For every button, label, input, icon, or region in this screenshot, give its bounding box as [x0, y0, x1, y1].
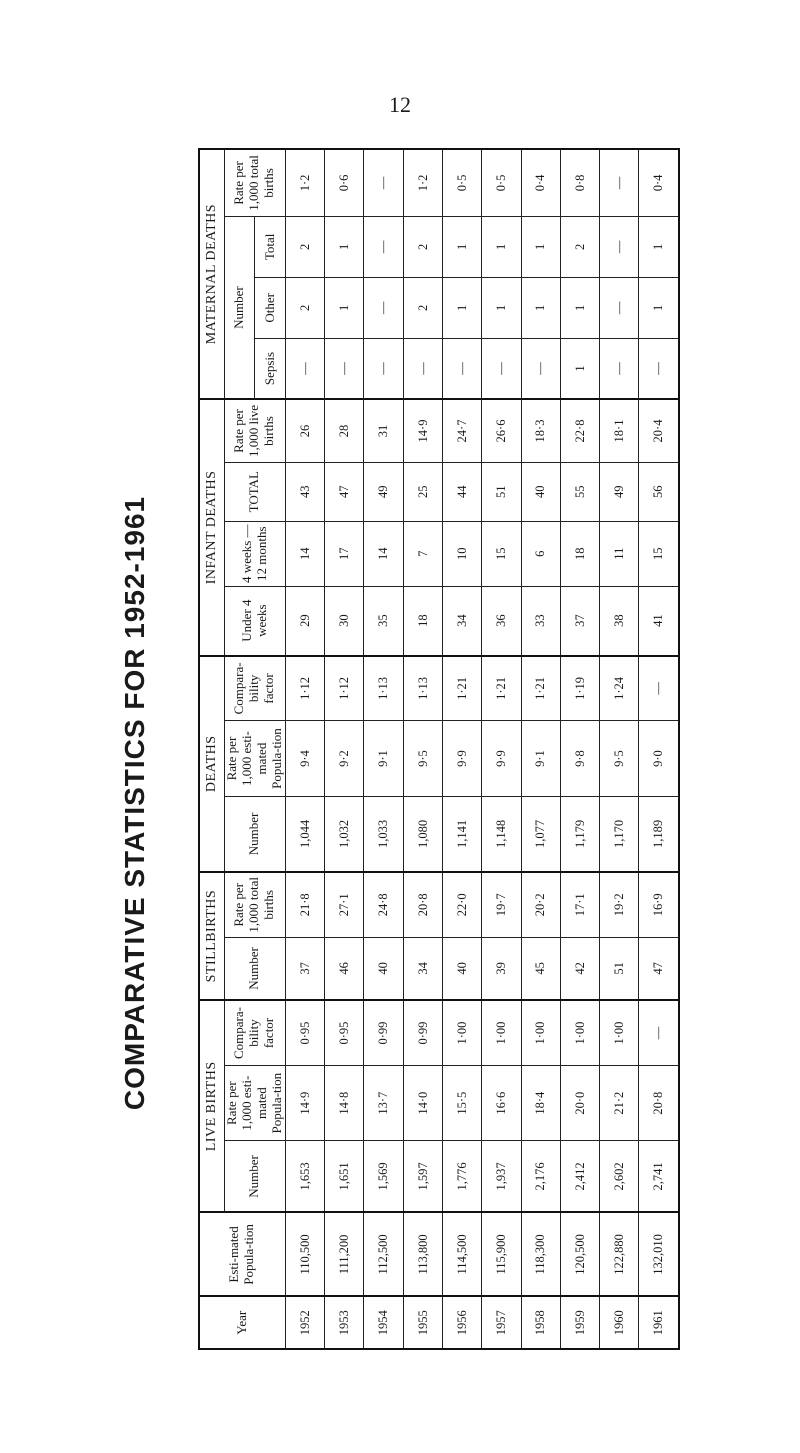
table-row [403, 149, 442, 1349]
cell-infant-under-4-weeks: 41 [639, 586, 679, 655]
cell-infant-under-4-weeks: 38 [600, 586, 639, 655]
cell-year: 1954 [364, 1296, 403, 1349]
cell-stillbirths-number: 37 [285, 937, 324, 1000]
header-estimated-population: Esti-mated Popula-tion [199, 1212, 285, 1296]
cell-infant-4-weeks-12-months: 7 [403, 521, 442, 586]
header-stillbirths: STILLBIRTHS [199, 872, 225, 1000]
cell-maternal-total: 2 [285, 216, 324, 277]
cell-infant-total: 43 [285, 462, 324, 521]
cell-stillbirths-number: 42 [560, 937, 599, 1000]
header-deaths-number: Number [225, 796, 286, 872]
cell-live-births-comparability: 0·99 [364, 1000, 403, 1065]
header-deaths-comparability: Compara-bility factor [225, 656, 286, 721]
cell-infant-total: 49 [600, 462, 639, 521]
cell-live-births-comparability: 1·00 [442, 1000, 481, 1065]
cell-stillbirths-number: 47 [639, 937, 679, 1000]
cell-maternal-sepsis: 1 [560, 338, 599, 399]
cell-stillbirths-number: 39 [482, 937, 521, 1000]
cell-live-births-comparability: 1·00 [521, 1000, 560, 1065]
cell-live-births-rate: 20·8 [639, 1065, 679, 1141]
cell-maternal-sepsis: — [325, 338, 364, 399]
cell-deaths-number: 1,080 [403, 796, 442, 872]
cell-stillbirths-rate: 19·2 [600, 872, 639, 937]
cell-estimated-population: 110,500 [285, 1212, 324, 1296]
cell-deaths-number: 1,170 [600, 796, 639, 872]
cell-estimated-population: 111,200 [325, 1212, 364, 1296]
cell-maternal-sepsis: — [442, 338, 481, 399]
cell-deaths-comparability: 1·12 [325, 656, 364, 721]
cell-maternal-other: 1 [639, 277, 679, 338]
header-maternal-other: Other [255, 277, 285, 338]
header-infant-4-weeks-12-months: 4 weeks —12 months [225, 521, 286, 586]
cell-live-births-rate: 14·9 [285, 1065, 324, 1141]
cell-deaths-number: 1,077 [521, 796, 560, 872]
cell-deaths-rate: 9·5 [600, 721, 639, 797]
cell-maternal-sepsis: — [285, 338, 324, 399]
cell-stillbirths-rate: 20·8 [403, 872, 442, 937]
cell-estimated-population: 122,880 [600, 1212, 639, 1296]
cell-year: 1955 [403, 1296, 442, 1349]
cell-deaths-comparability: — [639, 656, 679, 721]
header-maternal-total: Total [255, 216, 285, 277]
cell-infant-4-weeks-12-months: 17 [325, 521, 364, 586]
cell-maternal-total: 1 [521, 216, 560, 277]
cell-deaths-rate: 9·2 [325, 721, 364, 797]
cell-deaths-rate: 9·4 [285, 721, 324, 797]
cell-deaths-rate: 9·1 [521, 721, 560, 797]
cell-stillbirths-rate: 22·0 [442, 872, 481, 937]
cell-live-births-comparability: 1·00 [560, 1000, 599, 1065]
cell-live-births-number: 1,937 [482, 1141, 521, 1212]
cell-live-births-number: 2,412 [560, 1141, 599, 1212]
cell-maternal-rate: 0·4 [639, 149, 679, 216]
cell-maternal-total: 1 [639, 216, 679, 277]
cell-deaths-comparability: 1·21 [482, 656, 521, 721]
cell-live-births-rate: 14·8 [325, 1065, 364, 1141]
cell-stillbirths-number: 45 [521, 937, 560, 1000]
cell-live-births-comparability: 0·99 [403, 1000, 442, 1065]
cell-deaths-rate: 9·1 [364, 721, 403, 797]
header-maternal-deaths: MATERNAL DEATHS [199, 149, 225, 399]
cell-deaths-comparability: 1·19 [560, 656, 599, 721]
table-row [639, 149, 679, 1349]
cell-live-births-comparability: — [639, 1000, 679, 1065]
cell-infant-rate: 18·1 [600, 399, 639, 462]
cell-infant-total: 56 [639, 462, 679, 521]
cell-stillbirths-rate: 21·8 [285, 872, 324, 937]
cell-live-births-number: 1,651 [325, 1141, 364, 1212]
cell-live-births-number: 2,741 [639, 1141, 679, 1212]
cell-year: 1952 [285, 1296, 324, 1349]
header-infant-deaths: INFANT DEATHS [199, 399, 225, 655]
cell-live-births-number: 1,597 [403, 1141, 442, 1212]
cell-deaths-comparability: 1·13 [364, 656, 403, 721]
cell-infant-under-4-weeks: 33 [521, 586, 560, 655]
cell-infant-4-weeks-12-months: 14 [285, 521, 324, 586]
page-number: 12 [389, 92, 411, 117]
header-deaths: DEATHS [199, 656, 225, 872]
cell-live-births-number: 1,776 [442, 1141, 481, 1212]
statistics-table-rotated [198, 148, 666, 1350]
cell-maternal-rate: 1·2 [403, 149, 442, 216]
cell-estimated-population: 113,800 [403, 1212, 442, 1296]
cell-maternal-rate: 0·6 [325, 149, 364, 216]
cell-live-births-number: 1,569 [364, 1141, 403, 1212]
table-row [325, 149, 364, 1349]
header-year: Year [199, 1296, 285, 1349]
cell-maternal-other: 1 [442, 277, 481, 338]
cell-infant-total: 51 [482, 462, 521, 521]
cell-deaths-number: 1,032 [325, 796, 364, 872]
cell-maternal-rate: 0·4 [521, 149, 560, 216]
cell-infant-rate: 18·3 [521, 399, 560, 462]
cell-infant-4-weeks-12-months: 6 [521, 521, 560, 586]
cell-maternal-other: 1 [325, 277, 364, 338]
cell-stillbirths-rate: 17·1 [560, 872, 599, 937]
cell-deaths-comparability: 1·24 [600, 656, 639, 721]
cell-live-births-comparability: 1·00 [482, 1000, 521, 1065]
header-deaths-rate: Rate per 1,000 esti-mated Popula-tion [225, 721, 286, 797]
cell-stillbirths-number: 46 [325, 937, 364, 1000]
cell-infant-rate: 31 [364, 399, 403, 462]
cell-live-births-rate: 18·4 [521, 1065, 560, 1141]
cell-infant-total: 49 [364, 462, 403, 521]
cell-deaths-comparability: 1·13 [403, 656, 442, 721]
cell-maternal-sepsis: — [639, 338, 679, 399]
cell-stillbirths-rate: 24·8 [364, 872, 403, 937]
cell-live-births-number: 1,653 [285, 1141, 324, 1212]
statistics-table-frame [198, 148, 666, 1350]
cell-stillbirths-rate: 20·2 [521, 872, 560, 937]
cell-infant-under-4-weeks: 35 [364, 586, 403, 655]
cell-infant-rate: 28 [325, 399, 364, 462]
cell-infant-rate: 14·9 [403, 399, 442, 462]
cell-maternal-other: — [364, 277, 403, 338]
cell-maternal-rate: 0·8 [560, 149, 599, 216]
cell-stillbirths-number: 34 [403, 937, 442, 1000]
cell-live-births-comparability: 0·95 [285, 1000, 324, 1065]
cell-maternal-sepsis: — [482, 338, 521, 399]
cell-estimated-population: 132,010 [639, 1212, 679, 1296]
header-infant-total: TOTAL [225, 462, 286, 521]
header-maternal-sepsis: Sepsis [255, 338, 285, 399]
statistics-table [198, 148, 680, 1350]
cell-year: 1961 [639, 1296, 679, 1349]
cell-deaths-rate: 9·8 [560, 721, 599, 797]
cell-estimated-population: 118,300 [521, 1212, 560, 1296]
cell-infant-4-weeks-12-months: 15 [482, 521, 521, 586]
cell-infant-rate: 20·4 [639, 399, 679, 462]
page-title: COMPARATIVE STATISTICS FOR 1952-1961 [119, 495, 150, 1111]
cell-deaths-number: 1,033 [364, 796, 403, 872]
cell-deaths-comparability: 1·21 [442, 656, 481, 721]
header-maternal-rate: Rate per 1,000 total births [225, 149, 286, 216]
cell-infant-rate: 26·6 [482, 399, 521, 462]
cell-infant-under-4-weeks: 36 [482, 586, 521, 655]
cell-live-births-number: 2,176 [521, 1141, 560, 1212]
cell-infant-rate: 22·8 [560, 399, 599, 462]
cell-maternal-sepsis: — [403, 338, 442, 399]
cell-maternal-sepsis: — [600, 338, 639, 399]
cell-live-births-rate: 13·7 [364, 1065, 403, 1141]
cell-live-births-comparability: 1·00 [600, 1000, 639, 1065]
header-live-births: LIVE BIRTHS [199, 1000, 225, 1212]
cell-stillbirths-number: 40 [364, 937, 403, 1000]
cell-maternal-rate: 1·2 [285, 149, 324, 216]
table-row [285, 149, 324, 1349]
cell-deaths-rate: 9·9 [442, 721, 481, 797]
cell-year: 1960 [600, 1296, 639, 1349]
cell-infant-under-4-weeks: 34 [442, 586, 481, 655]
cell-maternal-rate: 0·5 [482, 149, 521, 216]
cell-stillbirths-rate: 19·7 [482, 872, 521, 937]
cell-maternal-total: — [600, 216, 639, 277]
table-body [285, 149, 679, 1349]
cell-deaths-rate: 9·0 [639, 721, 679, 797]
cell-stillbirths-rate: 16·9 [639, 872, 679, 937]
cell-stillbirths-number: 51 [600, 937, 639, 1000]
cell-maternal-rate: — [600, 149, 639, 216]
cell-deaths-rate: 9·5 [403, 721, 442, 797]
cell-estimated-population: 120,500 [560, 1212, 599, 1296]
cell-maternal-sepsis: — [364, 338, 403, 399]
table-row [482, 149, 521, 1349]
header-infant-under-4-weeks: Under 4 weeks [225, 586, 286, 655]
cell-year: 1953 [325, 1296, 364, 1349]
cell-maternal-total: 1 [442, 216, 481, 277]
cell-maternal-total: 1 [482, 216, 521, 277]
cell-infant-under-4-weeks: 30 [325, 586, 364, 655]
header-stillbirths-rate: Rate per 1,000 total births [225, 872, 286, 937]
cell-maternal-total: 2 [403, 216, 442, 277]
cell-maternal-sepsis: — [521, 338, 560, 399]
table-row [442, 149, 481, 1349]
header-live-births-comparability: Compara-bility factor [225, 1000, 286, 1065]
cell-infant-under-4-weeks: 37 [560, 586, 599, 655]
cell-infant-total: 40 [521, 462, 560, 521]
cell-infant-total: 44 [442, 462, 481, 521]
cell-estimated-population: 115,900 [482, 1212, 521, 1296]
cell-stillbirths-number: 40 [442, 937, 481, 1000]
cell-maternal-other: 2 [403, 277, 442, 338]
cell-maternal-total: 1 [325, 216, 364, 277]
cell-maternal-rate: — [364, 149, 403, 216]
cell-live-births-rate: 16·6 [482, 1065, 521, 1141]
cell-live-births-rate: 14·0 [403, 1065, 442, 1141]
cell-infant-total: 55 [560, 462, 599, 521]
cell-maternal-other: 1 [521, 277, 560, 338]
cell-year: 1957 [482, 1296, 521, 1349]
cell-deaths-number: 1,044 [285, 796, 324, 872]
cell-year: 1959 [560, 1296, 599, 1349]
cell-estimated-population: 114,500 [442, 1212, 481, 1296]
cell-estimated-population: 112,500 [364, 1212, 403, 1296]
cell-year: 1956 [442, 1296, 481, 1349]
cell-deaths-number: 1,148 [482, 796, 521, 872]
cell-maternal-rate: 0·5 [442, 149, 481, 216]
cell-infant-rate: 24·7 [442, 399, 481, 462]
cell-infant-4-weeks-12-months: 15 [639, 521, 679, 586]
cell-infant-rate: 26 [285, 399, 324, 462]
cell-deaths-number: 1,141 [442, 796, 481, 872]
table-row [364, 149, 403, 1349]
cell-infant-4-weeks-12-months: 18 [560, 521, 599, 586]
cell-stillbirths-rate: 27·1 [325, 872, 364, 937]
cell-deaths-comparability: 1·21 [521, 656, 560, 721]
cell-infant-4-weeks-12-months: 14 [364, 521, 403, 586]
table-row [521, 149, 560, 1349]
cell-maternal-other: 1 [482, 277, 521, 338]
header-stillbirths-number: Number [225, 937, 286, 1000]
cell-year: 1958 [521, 1296, 560, 1349]
cell-live-births-rate: 20·0 [560, 1065, 599, 1141]
cell-infant-under-4-weeks: 29 [285, 586, 324, 655]
cell-deaths-number: 1,189 [639, 796, 679, 872]
cell-live-births-comparability: 0·95 [325, 1000, 364, 1065]
cell-deaths-comparability: 1·12 [285, 656, 324, 721]
header-maternal-number: Number [225, 216, 255, 399]
cell-maternal-other: 2 [285, 277, 324, 338]
header-infant-rate: Rate per 1,000 live births [225, 399, 286, 462]
cell-maternal-other: — [600, 277, 639, 338]
cell-deaths-number: 1,179 [560, 796, 599, 872]
cell-infant-total: 25 [403, 462, 442, 521]
cell-live-births-rate: 15·5 [442, 1065, 481, 1141]
cell-maternal-total: — [364, 216, 403, 277]
cell-maternal-total: 2 [560, 216, 599, 277]
cell-infant-under-4-weeks: 18 [403, 586, 442, 655]
header-live-births-rate: Rate per 1,000 esti-mated Popula-tion [225, 1065, 286, 1141]
cell-infant-total: 47 [325, 462, 364, 521]
cell-live-births-rate: 21·2 [600, 1065, 639, 1141]
cell-live-births-number: 2,602 [600, 1141, 639, 1212]
table-row [560, 149, 599, 1349]
cell-maternal-other: 1 [560, 277, 599, 338]
cell-infant-4-weeks-12-months: 10 [442, 521, 481, 586]
header-live-births-number: Number [225, 1141, 286, 1212]
cell-deaths-rate: 9·9 [482, 721, 521, 797]
cell-infant-4-weeks-12-months: 11 [600, 521, 639, 586]
table-row [600, 149, 639, 1349]
